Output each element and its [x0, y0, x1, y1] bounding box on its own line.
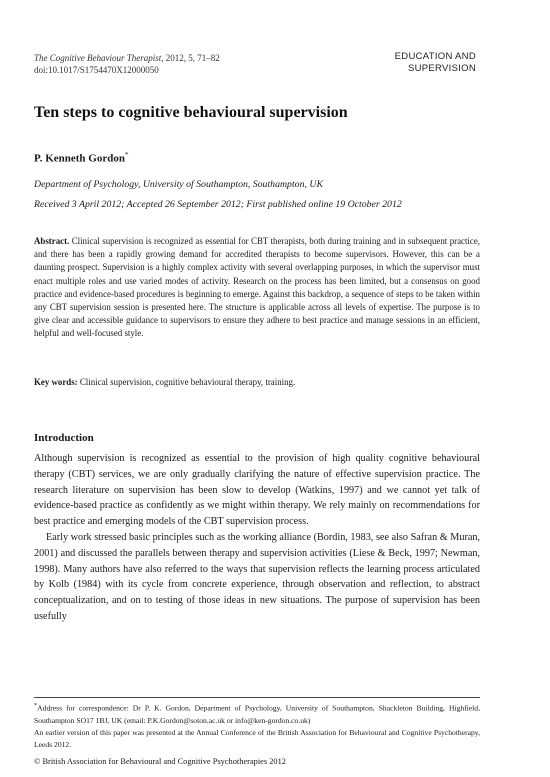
author-footnote-mark[interactable]: *	[124, 151, 129, 159]
copyright-notice: © British Association for Behavioural and Cognitive Psychotherapies 2012	[34, 757, 286, 766]
citation-line	[34, 52, 220, 64]
paragraph: Early work stressed basic principles such as the working alliance (Bordin, 1983, see also Safran & Muran, 2001) and discussed the parallels between therapy and supervision activities (Liese & Beck, 1997; Newman, 1998). Many authors have also referred to the ways that supervision reflects the learning process articulated by Kolb (1984) with its cycle from concrete experience, through observation and reflection, to abstract conceptualization, and on to testing of those ideas in new situations. The purpose of supervision has been usefully	[34, 531, 480, 622]
volume-info: , 2012, 5, 71–82	[161, 53, 220, 63]
keywords	[34, 376, 480, 389]
presentation-note: An earlier version of this paper was presented at the Annual Conference of the British Association for Behavioural and Cognitive Psychotherapy, Leeds 2012.	[34, 727, 480, 749]
footnote	[34, 700, 480, 751]
keywords-text: Clinical supervision, cognitive behavioural therapy, training.	[77, 377, 296, 387]
correspondence-text: Address for correspondence: Dr P. K. Gordon, Department of Psychology, University of Southampton, Shackleton Building, Highfield, Southampton SO17 1BJ, UK (email: P.K.Gordon@soton.ac.uk or info@ken-gordon.co.uk)	[34, 703, 480, 725]
paragraph: Although supervision is recognized as essential to the provision of high quality cognitive behavioural therapy (CBT) services, we are only gradually clarifying the nature of effective supervision practice. The research literature on supervision has been slow to develop (Watkins, 1997) and we cannot yet talk of evidence-based practice as confidently as we might within therapy. We rely mainly on recommendations for best practice and emerging models of the CBT supervision process.	[34, 453, 480, 528]
footnote-divider	[34, 697, 480, 698]
section-line-1: EDUCATION AND	[394, 51, 476, 62]
author-name: P. Kenneth Gordon	[34, 152, 125, 165]
running-header	[34, 52, 220, 76]
section-heading: Introduction	[34, 432, 94, 444]
section-line-2: SUPERVISION	[407, 63, 476, 74]
abstract	[34, 235, 480, 341]
doi[interactable]: doi:10.1017/S1754470X12000050	[34, 65, 159, 75]
footnote-mark: *	[34, 702, 38, 709]
abstract-label: Abstract.	[34, 236, 70, 246]
publication-dates: Received 3 April 2012; Accepted 26 September 2012; First published online 19 October 2012	[34, 199, 402, 210]
affiliation: Department of Psychology, University of Southampton, Southampton, UK	[34, 179, 323, 190]
section-label	[395, 51, 476, 75]
author-line	[34, 151, 128, 165]
introduction-body	[34, 451, 480, 625]
abstract-text: Clinical supervision is recognized as essential for CBT therapists, both during training and in subsequent practice, and there has been a rapidly growing demand for accredited therapists to become supervisors. However, this can be a daunting prospect. Supervision is a highly complex activity with several overlapping purposes, in which the supervisor must enact multiple roles and use varied modes of activity. Research on the process has been limited, but a consensus on good practice and evidence-based procedures is beginning to emerge. Against this backdrop, a sequence of steps to be taken within any CBT supervision session is presented here. The structure is applicable across all levels of expertise. The purpose is to give clear and accessible guidance to supervisors to ensure they adhere to best practice and manage sessions in an efficient, helpful and well-focused style.	[34, 236, 480, 339]
correspondence-note	[34, 700, 480, 727]
journal-name: The Cognitive Behaviour Therapist	[34, 53, 162, 63]
article-title: Ten steps to cognitive behavioural supervision	[34, 104, 348, 121]
keywords-label: Key words:	[34, 377, 78, 387]
